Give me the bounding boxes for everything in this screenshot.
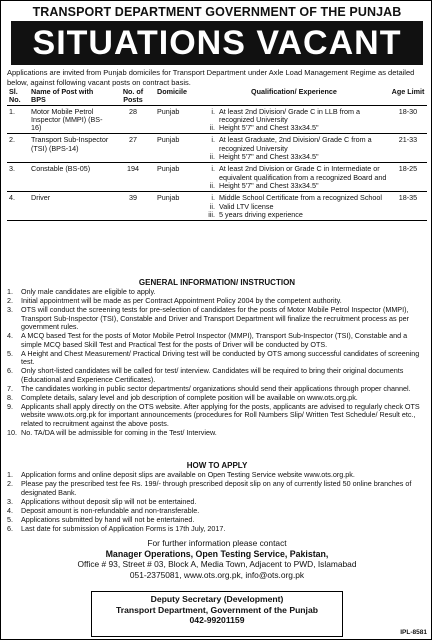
qualification-number: ii. — [209, 201, 215, 211]
qualification-number: i. — [211, 135, 215, 145]
list-item-number: 3. — [7, 304, 13, 314]
list-item-text: Last date for submission of Application Forms is 17th July, 2017. — [21, 523, 226, 533]
col-header-qualification: Qualification/ Experience — [199, 88, 389, 105]
list-item-number: 10. — [7, 428, 17, 438]
qualification-text: Height 5'7" and Chest 33x34.5" — [219, 180, 319, 190]
row-post-count: 194 — [111, 163, 155, 192]
list-item-number: 9. — [7, 401, 13, 411]
row-age-limit: 18-30 — [389, 105, 427, 134]
list-item-text: Only male candidates are eligible to apply. — [21, 287, 156, 296]
contact-block — [1, 538, 432, 580]
list-item — [7, 332, 427, 349]
intro-paragraph: Applications are invited from Punjab domiciles for Transport Department under Axle Load Management Regime as detailed below, against following vacant posts on contract basis. — [7, 68, 415, 87]
issuer-department: Transport Department, Government of the Punjab — [116, 604, 318, 615]
row-post-count: 28 — [111, 105, 155, 134]
list-item — [7, 498, 427, 507]
qualification-number: ii. — [209, 180, 215, 190]
qualification-number: ii. — [209, 152, 215, 162]
list-item — [7, 507, 427, 516]
list-item-number: 3. — [7, 496, 13, 506]
list-item-number: 2. — [7, 478, 13, 488]
list-item-number: 6. — [7, 366, 13, 376]
row-domicile: Punjab — [155, 134, 199, 163]
row-sl: 2. — [7, 134, 29, 163]
list-item — [7, 429, 427, 438]
row-post-name: Constable (BS-05) — [29, 163, 111, 192]
row-qualification — [199, 134, 389, 163]
col-header-age: Age Limit — [389, 88, 427, 105]
general-info-heading: GENERAL INFORMATION/ INSTRUCTION — [138, 278, 296, 287]
row-post-name: Motor Mobile Petrol Inspector (MMPI) (BS-16) — [29, 105, 111, 134]
list-item-number: 8. — [7, 392, 13, 402]
row-qualification — [199, 192, 389, 221]
qualification-text: At least 2nd Division/ Grade C in LLB from a recognized University — [219, 106, 361, 124]
list-item-text: Applications without deposit slip will not be entertained. — [21, 496, 197, 506]
row-post-count: 27 — [111, 134, 155, 163]
qualification-line — [201, 124, 387, 132]
qualification-number: iii. — [208, 209, 215, 219]
row-domicile: Punjab — [155, 105, 199, 134]
qualification-line — [201, 182, 387, 190]
row-qualification — [199, 163, 389, 192]
row-sl: 3. — [7, 163, 29, 192]
list-item — [7, 367, 427, 384]
list-item — [7, 306, 427, 332]
list-item-text: Application forms and online deposit slips are available on Open Testing Service website www.ots.org.pk. — [21, 470, 355, 479]
banner-heading: SITUATIONS VACANT — [11, 21, 423, 65]
contact-intro: For further information please contact — [147, 538, 287, 548]
qualification-number: i. — [211, 193, 215, 203]
col-header-domicile: Domicile — [155, 88, 199, 105]
qualification-number: i. — [211, 164, 215, 174]
vacancy-table — [7, 88, 427, 221]
qualification-number: ii. — [209, 123, 215, 133]
row-domicile: Punjab — [155, 192, 199, 221]
list-item — [7, 480, 427, 497]
issuer-box — [91, 591, 343, 637]
row-age-limit: 21-33 — [389, 134, 427, 163]
list-item-text: Please pay the prescribed test fee Rs. 199/- through prescribed deposit slip on any of currently listed 50 online branches of designated Bank. — [21, 478, 412, 497]
qualification-text: Valid LTV license — [219, 201, 274, 211]
list-item — [7, 516, 427, 525]
general-info-list — [7, 288, 427, 438]
list-item-number: 5. — [7, 348, 13, 358]
row-qualification — [199, 105, 389, 134]
row-age-limit: 18-25 — [389, 163, 427, 192]
qualification-line — [201, 136, 387, 153]
department-title: TRANSPORT DEPARTMENT GOVERNMENT OF THE PUNJAB — [32, 5, 402, 19]
issuer-phone: 042-99201159 — [189, 615, 245, 625]
table-header-row — [7, 88, 427, 105]
list-item-text: Applicants shall apply directly on the OTS website. After applying for the posts, applicants are advised to regularly check OTS website www.ots.org.pk for important announcements (procedures for Roll Numbers Slip/ Written Test Schedule/ Result etc., related to recruitment against the above posts. — [21, 401, 420, 429]
row-sl: 1. — [7, 105, 29, 134]
table-row — [7, 163, 427, 192]
qualification-text: At least 2nd Division or Grade C in Intermediate or equivalent qualification from a recognized Board and — [219, 164, 387, 182]
contact-phone: 051-2375081, www.ots.org.pk, info@ots.org.pk — [129, 569, 305, 580]
list-item-text: Initial appointment will be made as per Contract Appointment Policy 2004 by the competent authority. — [21, 295, 342, 305]
list-item — [7, 525, 427, 534]
list-item-text: Deposit amount is non-refundable and non-transferable. — [21, 505, 200, 515]
list-item — [7, 403, 427, 429]
issuer-title: Deputy Secretary (Development) — [150, 594, 284, 604]
contact-address: Office # 93, Street # 03, Block A, Media Town, Adjacent to PWD, Islamabad — [77, 559, 357, 569]
list-item-text: OTS will conduct the screening tests for pre-selection of candidates for the posts of Motor Mobile Petrol Inspector (MMPI), Transport Sub-Inspector (TSI), Constable and Driver and Transport Department will finalize the recruitment process as per government rules. — [21, 304, 410, 332]
qualification-number: i. — [211, 106, 215, 116]
row-sl: 4. — [7, 192, 29, 221]
row-post-count: 39 — [111, 192, 155, 221]
list-item-number: 7. — [7, 383, 13, 393]
list-item-number: 6. — [7, 523, 13, 533]
qualification-line — [201, 165, 387, 182]
row-post-name: Driver — [29, 192, 111, 221]
col-header-name: Name of Post with BPS — [29, 88, 111, 105]
list-item-number: 4. — [7, 331, 13, 341]
qualification-line — [201, 153, 387, 161]
list-item-number: 1. — [7, 287, 13, 296]
list-item — [7, 350, 427, 367]
col-header-sl: Sl. No. — [7, 88, 29, 105]
qualification-text: Height 5'7" and Chest 33x34.5" — [219, 152, 319, 162]
row-post-name: Transport Sub-Inspector (TSI) (BPS-14) — [29, 134, 111, 163]
row-domicile: Punjab — [155, 163, 199, 192]
row-age-limit: 18-35 — [389, 192, 427, 221]
qualification-line — [201, 108, 387, 125]
list-item-text: Only short-listed candidates will be called for test/ interview. Candidates will be required to bring their original documents (Educational and Experience Certificates). — [21, 366, 404, 384]
qualification-text: Height 5'7" and Chest 33x34.5" — [219, 123, 319, 133]
contact-organization: Manager Operations, Open Testing Service, Pakistan, — [105, 548, 329, 559]
how-to-apply-heading: HOW TO APPLY — [186, 461, 248, 470]
list-item-text: No. TA/DA will be admissible for coming in the Test/ Interview. — [21, 428, 217, 438]
list-item-number: 1. — [7, 470, 13, 479]
list-item-text: Applications submitted by hand will not be entertained. — [21, 514, 195, 524]
table-row — [7, 134, 427, 163]
how-to-apply-list — [7, 471, 427, 534]
list-item-text: Complete details, salary level and job description of complete position will be available on www.ots.org.pk. — [21, 392, 358, 402]
qualification-text: Middle School Certificate from a recognized School — [219, 193, 382, 203]
list-item-number: 5. — [7, 514, 13, 524]
list-item-number: 4. — [7, 505, 13, 515]
table-row — [7, 192, 427, 221]
qualification-line — [201, 211, 387, 219]
qualification-text: At least Graduate, 2nd Division/ Grade C from a recognized University — [219, 135, 372, 153]
col-header-posts: No. of Posts — [111, 88, 155, 105]
qualification-text: 5 years driving experience — [219, 209, 303, 219]
ad-reference-number: IPL-8581 — [400, 629, 427, 636]
table-row — [7, 105, 427, 134]
list-item-text: The candidates working in public sector departments/ organizations should send their applications through proper channel. — [21, 383, 411, 393]
list-item-text: A MCQ based Test for the posts of Motor Mobile Petrol Inspector (MMPI), Transport Sub-Inspector (TSI), Constable and a simple MCQ based Skill Test and Practical Test for the posts of Driver will be conducted by OTS. — [21, 331, 408, 349]
list-item-number: 2. — [7, 295, 13, 305]
list-item-text: A Height and Chest Measurement/ Practical Driving test will be conducted by OTS among successful candidates of screening test. — [21, 348, 420, 367]
